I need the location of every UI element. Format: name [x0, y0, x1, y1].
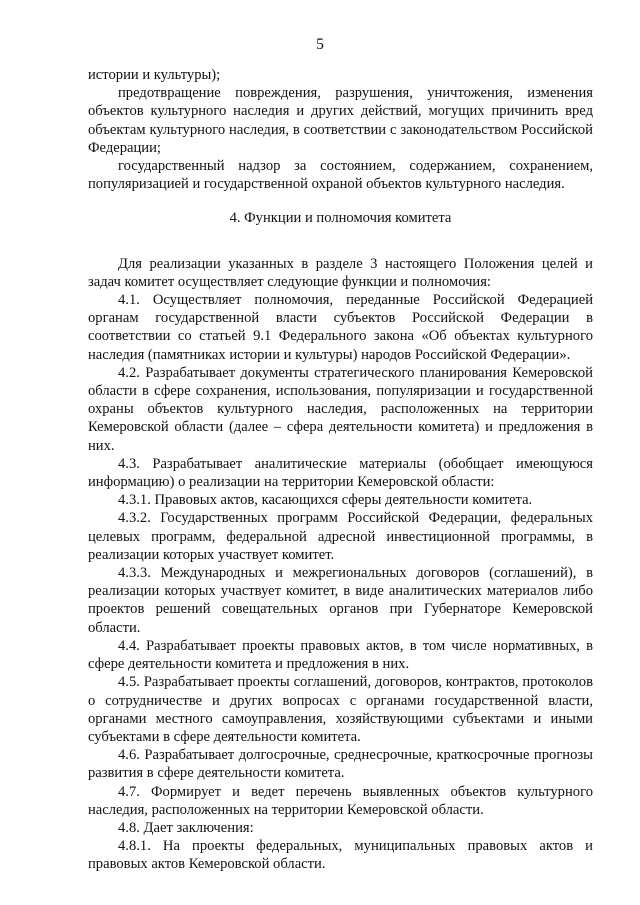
paragraph: государственный надзор за состоянием, содержанием, сохранением, популяризацией и государственной охраной объектов культурного наследия. — [88, 158, 593, 193]
paragraph: 4.3.1. Правовых актов, касающихся сферы деятельности комитета. — [118, 492, 533, 509]
document-body — [88, 66, 593, 874]
paragraph: 4.1. Осуществляет полномочия, переданные Российской Федерацией органам государственной власти субъектов Российской Федерации в соответствии со статьей 9.1 Федерального закона «Об объектах культурного наследия (памятниках истории и культуры) народов Российской Федерации». — [88, 292, 593, 363]
paragraph: Для реализации указанных в разделе 3 настоящего Положения целей и задач комитет осуществляет следующие функции и полномочия: — [88, 255, 593, 290]
paragraph: 4.6. Разрабатывает долгосрочные, среднесрочные, краткосрочные прогнозы развития в сфере деятельности комитета. — [88, 747, 593, 782]
paragraph: предотвращение повреждения, разрушения, уничтожения, изменения объектов культурного наследия и других действий, могущих причинить вред объектам культурного наследия, в соответствии с законодательством Российской Федерации; — [88, 85, 593, 156]
paragraph: 4.8. Дает заключения: — [118, 819, 254, 836]
paragraph: истории и культуры); — [88, 67, 221, 83]
paragraph: 4.4. Разрабатывает проекты правовых актов, в том числе нормативных, в сфере деятельности комитета и предложения в них. — [88, 637, 593, 673]
paragraph: 4.3.2. Государственных программ Российской Федерации, федеральных целевых программ, федеральной адресной инвестиционной программы, в реализации которых участвует комитет. — [88, 510, 593, 563]
paragraph: 4.7. Формирует и ведет перечень выявленных объектов культурного наследия, расположенных на территории Кемеровской области. — [88, 783, 593, 818]
paragraph: 4.2. Разрабатывает документы стратегического планирования Кемеровской области в сфере сохранения, использования, популяризации и государственной охраны объектов культурного наследия, расположенных на территории Кемеровской области (далее – сфера деятельности комитета) и предложения в них. — [88, 364, 593, 454]
paragraph: 4.8.1. На проекты федеральных, муниципальных правовых актов и правовых актов Кемеровской области. — [88, 838, 593, 873]
section-heading: 4. Функции и полномочия комитета — [229, 210, 452, 227]
page-number: 5 — [316, 36, 324, 53]
paragraph: 4.5. Разрабатывает проекты соглашений, договоров, контрактов, протоколов о сотрудничестве и других вопросах с органами государственной власти, органами местного самоуправления, хозяйствующими субъектами и иными субъектами в сфере деятельности комитета. — [88, 674, 593, 745]
paragraph: 4.3.3. Международных и межрегиональных договоров (соглашений), в реализации которых участвует комитет, в виде аналитических материалов либо проектов решений совещательных органов при Губернаторе Кемеровской области. — [88, 565, 593, 636]
paragraph: 4.3. Разрабатывает аналитические материалы (обобщает имеющуюся информацию) о реализации на территории Кемеровской области: — [88, 455, 593, 491]
